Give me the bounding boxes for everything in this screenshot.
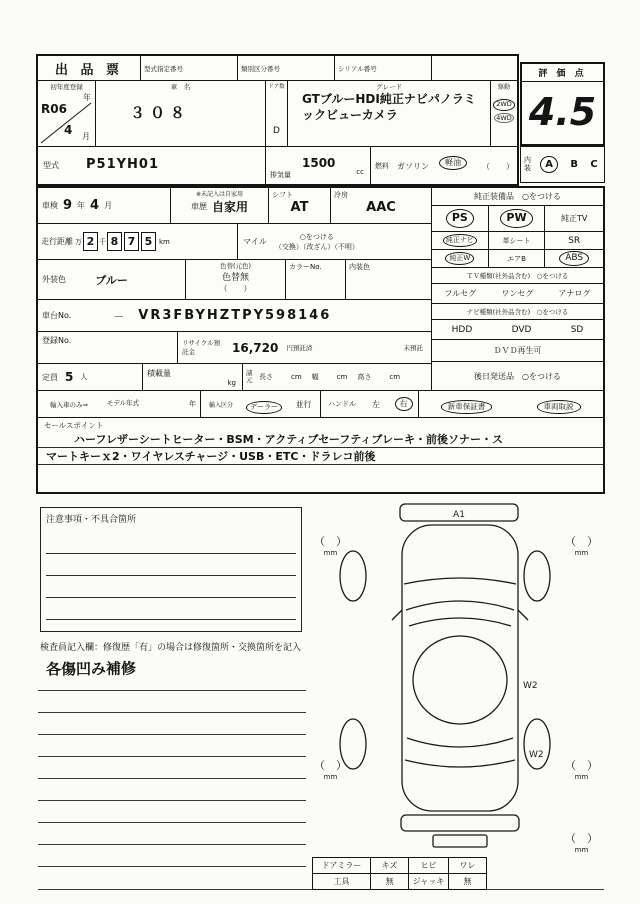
notes-line: [46, 597, 296, 598]
sales-point-label: セールスポイント: [44, 421, 104, 430]
color-no-cell: [286, 260, 346, 299]
mm-unit: mm: [574, 548, 589, 557]
model-code-label: 型式: [43, 161, 59, 170]
windshield-line2: [409, 618, 511, 626]
mm-unit: mm: [574, 772, 589, 781]
class-division-label: 類別区分番号: [241, 65, 280, 73]
navi-type-options: [432, 320, 603, 340]
recycle-not-deposited: 未預託: [403, 344, 423, 352]
equipment-abs: ABS: [559, 251, 589, 267]
inspection-label: 車検: [42, 201, 58, 210]
height-unit: cm: [389, 373, 401, 381]
serial-no-field: [335, 56, 432, 80]
doc-title: 出 品 票: [54, 62, 124, 78]
model-designation-no-field: [141, 56, 238, 80]
recycle-deposited: 円預託済: [286, 344, 313, 352]
mirror-scratch: キズ: [371, 858, 409, 874]
reg-year-value: R06: [41, 102, 67, 116]
model-year-unit: 年: [146, 391, 201, 417]
jack-none: 無: [449, 874, 487, 890]
doors-value: D: [273, 126, 280, 136]
writing-line: [38, 822, 306, 823]
writing-line: [38, 866, 306, 867]
navi-type-header: ナビ種類(社外品含む) ○をつける: [432, 304, 603, 320]
tv-fullseg: フルセグ: [444, 289, 477, 298]
inspection-year-unit: 年: [77, 201, 86, 210]
chassis-value: VR3FBYHZTPY598146: [138, 308, 332, 323]
capacity-unit: 人: [80, 373, 88, 381]
top-block: [36, 54, 519, 186]
model-code-value: P51YH01: [86, 157, 160, 172]
table-row: [313, 858, 487, 874]
equipment-ps-cell: [432, 206, 489, 231]
notes-line: [46, 575, 296, 576]
writing-line: [38, 778, 306, 779]
corner-mark-top-left: [314, 536, 347, 557]
model-code-cell: [38, 147, 266, 184]
equipment-ps: PS: [446, 209, 474, 228]
import-division-label: 輸入区分: [208, 401, 233, 409]
diagram-w2-upper: W2: [523, 681, 538, 691]
mileage-label: 走行距離: [41, 237, 73, 246]
equipment-airbag-cell: [489, 250, 546, 267]
displacement-label: 排気量: [270, 171, 291, 179]
mirror-break: ワレ: [449, 858, 487, 874]
fuel-cell: [371, 147, 517, 184]
paren-mark: （ ）: [314, 759, 347, 772]
grade-cell: [288, 81, 491, 146]
capacity-cell: [38, 364, 143, 390]
front-right-wheel: [524, 551, 550, 601]
tv-type-header: ＴＶ種類(社外品含む) ○をつける: [432, 268, 603, 284]
mileage-unit: km: [159, 237, 170, 246]
corner-mark-far-bottom-right: [565, 833, 598, 854]
corner-mark-top-right: [565, 536, 598, 557]
equipment-genuine-tv: 純正TV: [560, 214, 588, 223]
notes-label: 注意事項・不具合箇所: [46, 515, 137, 525]
width-label: 幅: [311, 373, 319, 381]
drive-option-2wd: 2WD: [493, 99, 515, 111]
exterior-color-label: 外装色: [42, 275, 66, 284]
writing-line: [38, 800, 306, 801]
inspection-month: 4: [90, 198, 100, 213]
writing-line: [38, 756, 306, 757]
import-row: [38, 390, 603, 417]
import-label: 輸入車のみ⇒: [50, 400, 88, 409]
mirror-label: ドアミラー: [313, 858, 371, 874]
paren-mark: （ ）: [565, 535, 598, 548]
rear-bumper: [401, 815, 519, 831]
width-unit: cm: [336, 373, 348, 381]
doors-cell: [266, 81, 288, 146]
spec-left-column: [38, 188, 431, 390]
mile-label: マイル: [243, 237, 267, 246]
shift-value: AT: [290, 200, 309, 215]
reg-no-cell: [38, 332, 178, 363]
equipment-genuine-navi: 純正ナビ: [443, 234, 477, 247]
paren-mark: （ ）: [565, 759, 598, 772]
aircon-value: AAC: [366, 200, 396, 215]
notes-box: [40, 507, 302, 632]
mm-unit: mm: [574, 845, 589, 854]
left-mirror: [392, 610, 402, 620]
dimensions-cell: [243, 364, 431, 390]
grade-value: GTブルーHDI純正ナビパノラミックビューカメラ: [302, 92, 476, 122]
header-spacer-cell: [432, 56, 517, 80]
capacity-label: 定員: [42, 372, 58, 382]
vehicle-manual: 車両取説: [537, 400, 581, 413]
history-cell: [171, 188, 269, 223]
tv-oneseg: ワンセグ: [501, 289, 534, 298]
roof-panel: [413, 636, 507, 724]
class-division-no-field: [238, 56, 335, 80]
history-value: 自家用: [211, 200, 248, 214]
windshield-line: [406, 601, 514, 610]
color-change-cell: [186, 260, 286, 299]
navi-hdd: HDD: [451, 324, 473, 335]
interior-color-label: 内装色: [349, 263, 370, 271]
manual-cell: [514, 394, 603, 413]
paren-mark: （ ）: [314, 535, 347, 548]
equipment-header: 純正装備品 ○をつける: [432, 188, 603, 206]
drive-option-4wd: 4WD: [494, 113, 514, 123]
interior-grade-a: A: [540, 156, 558, 173]
writing-line: [38, 712, 306, 713]
mirror-crack: ヒビ: [409, 858, 449, 874]
interior-grade-c: C: [590, 159, 598, 170]
sales-point-line1: ハーフレザーシートヒーター・BSM・アクティブセーフティブレーキ・前後ソナー・ス: [38, 431, 603, 448]
displacement-cell: [266, 147, 371, 184]
grade-label: グレード: [376, 83, 402, 91]
notes-line: [46, 619, 296, 620]
writing-line: [38, 690, 306, 691]
mileage-digit-1: 8: [107, 232, 122, 251]
displacement-unit: cc: [356, 168, 364, 176]
displacement-value: 1500: [302, 156, 336, 170]
handle-label: ハンドル: [328, 400, 356, 408]
car-name-label: 車 名: [170, 83, 191, 91]
aircon-cell: [331, 188, 431, 223]
navi-sd: SD: [570, 324, 584, 335]
car-diagram: [312, 498, 608, 858]
reg-year-unit: 年: [83, 93, 91, 102]
equipment-abs-cell: [545, 250, 603, 267]
interior-grade-box: [520, 146, 605, 183]
load-cell: [143, 364, 243, 390]
equipment-sr: SR: [568, 235, 581, 246]
warranty-cell: [419, 394, 514, 413]
first-registration-cell: [38, 81, 96, 146]
sales-point-line2: マートキーｘ2・ワイヤレスチャージ・USB・ETC・ドラレコ前後: [38, 448, 603, 465]
fuel-label: 燃料: [375, 162, 389, 170]
inspection-year: 9: [63, 198, 73, 213]
equipment-sr-cell: [545, 232, 603, 249]
model-designation-label: 型式指定番号: [144, 65, 183, 73]
equipment-leather-seat: 革シート: [502, 236, 531, 245]
dvd-playable: ＤＶＤ再生可: [432, 340, 603, 362]
length-label: 長さ: [259, 373, 273, 381]
equipment-genuine-w: 純正W: [445, 252, 474, 265]
diagram-w2-lower: W2: [529, 750, 544, 760]
main-spec-block: [36, 186, 605, 494]
history-note: ※未記入は自家用: [195, 191, 244, 198]
car-name-value: ３０８: [130, 103, 191, 122]
mm-unit: mm: [323, 548, 338, 557]
spec-right-column: [431, 188, 603, 390]
handle-right: 右: [395, 397, 413, 411]
equipment-navi-cell: [432, 232, 489, 249]
paren-mark: （ ）: [565, 832, 598, 845]
table-row: [313, 874, 487, 890]
equipment-leather-cell: [489, 232, 546, 249]
equipment-pw: PW: [500, 209, 532, 228]
interior-grade-label: 内装: [524, 155, 531, 172]
inspector-note: 検査員記入欄：修復歴「有」の場合は修復箇所・交換箇所を記入: [40, 643, 302, 653]
corner-mark-bottom-right: [565, 760, 598, 781]
tools-none: 無: [371, 874, 409, 890]
title-cell: [38, 56, 141, 80]
tv-analog: アナログ: [558, 289, 591, 298]
doors-label: ドア数: [268, 84, 285, 90]
mirror-tools-table: [312, 857, 487, 890]
first-registration-label: 初年度登録: [50, 83, 83, 91]
inspection-cell: [38, 188, 171, 223]
tv-type-options: [432, 284, 603, 304]
car-name-cell: [96, 81, 266, 146]
rear-plate: [433, 835, 487, 847]
jack-label: ジャッキ: [409, 874, 449, 890]
recycle-value: 16,720: [232, 340, 279, 355]
chassis-label: 車台No.: [42, 311, 72, 320]
mile-cell: [238, 224, 431, 259]
rear-right-wheel: [524, 719, 550, 769]
history-label: 車歴: [190, 202, 207, 211]
diagram-a1-label: A1: [453, 510, 465, 520]
exterior-color-cell: [38, 260, 186, 299]
height-label: 高さ: [357, 373, 372, 381]
mm-unit: mm: [323, 772, 338, 781]
corner-mark-bottom-left: [314, 760, 347, 781]
dimensions-label: 諸元: [246, 368, 253, 384]
inspection-month-unit: 月: [104, 201, 113, 210]
inspector-handwriting: 各傷凹み補修: [45, 659, 137, 679]
mile-options: （交換）（改ざん）（不明）: [274, 242, 359, 251]
handle-left: 左: [372, 399, 380, 409]
warranty-book: 新車保証書: [441, 400, 493, 413]
exterior-color-value: ブルー: [95, 273, 128, 287]
rating-box: [520, 62, 605, 146]
writing-line: [38, 844, 306, 845]
equipment-airbag: エアB: [507, 254, 526, 263]
car-body-outline: [402, 525, 518, 811]
handle-right-cell: [389, 391, 419, 417]
front-left-wheel: [340, 551, 366, 601]
mileage-sen-unit: 千: [99, 237, 106, 246]
aircon-label: 冷房: [334, 191, 348, 199]
rating-value: 4.5: [528, 90, 597, 134]
equipment-pw-cell: [489, 206, 546, 231]
color-no-label: カラーNo.: [289, 263, 322, 271]
import-division-parallel: 並行: [287, 391, 321, 417]
color-change-value: 色替無: [221, 273, 249, 283]
notes-line: [46, 553, 296, 554]
chassis-row: [38, 300, 431, 332]
model-year-label: モデル年式: [106, 399, 140, 408]
fuel-option-gasoline: ガソリン: [397, 162, 429, 171]
fuel-option-diesel: 軽油: [439, 156, 467, 170]
mileage-digit-3: 5: [141, 232, 156, 251]
shift-label: シフト: [272, 191, 293, 199]
navi-dvd: DVD: [511, 324, 532, 335]
equipment-tv-cell: [545, 206, 603, 231]
shift-cell: [269, 188, 331, 223]
mileage-cell: [38, 224, 238, 259]
reg-no-label: 登録No.: [42, 336, 72, 345]
interior-color-cell: [346, 260, 431, 299]
rating-label: 評 価 点: [522, 64, 603, 82]
trunk-line: [405, 760, 515, 767]
mileage-thousands: 2: [83, 232, 98, 251]
serial-label: シリアル番号: [338, 65, 377, 73]
tools-label: 工具: [313, 874, 371, 890]
right-mirror: [518, 610, 528, 620]
rear-window-line: [407, 738, 513, 747]
load-unit: kg: [227, 379, 236, 387]
later-shipping: 後日発送品 ○をつける: [474, 371, 561, 381]
reg-month-value: 4: [64, 123, 73, 137]
color-change-label: 色替(元色): [219, 262, 252, 270]
sales-point-section: [38, 417, 603, 492]
hood-line: [404, 578, 516, 584]
interior-grade-b: B: [570, 159, 578, 170]
chassis-dash: －: [113, 309, 125, 323]
mileage-digit-2: 7: [124, 232, 139, 251]
color-change-paren: （ ）: [219, 284, 252, 293]
writing-line: [38, 734, 306, 735]
load-label: 積載量: [147, 369, 171, 378]
capacity-value: 5: [65, 370, 74, 384]
reg-month-unit: 月: [82, 132, 90, 141]
import-division-dealer: デーラー: [246, 401, 282, 414]
recycle-label: リサイクル預託金: [182, 339, 221, 356]
import-division-dealer-cell: [241, 394, 287, 414]
drive-label: 駆動: [497, 84, 510, 91]
length-unit: cm: [291, 373, 302, 381]
recycle-cell: [178, 332, 431, 363]
mileage-man-unit: 万: [75, 237, 82, 246]
mile-note: ○をつける: [299, 232, 334, 241]
equipment-w-cell: [432, 250, 489, 267]
drive-cell: [491, 81, 517, 146]
fuel-other: （ ）: [482, 162, 514, 171]
